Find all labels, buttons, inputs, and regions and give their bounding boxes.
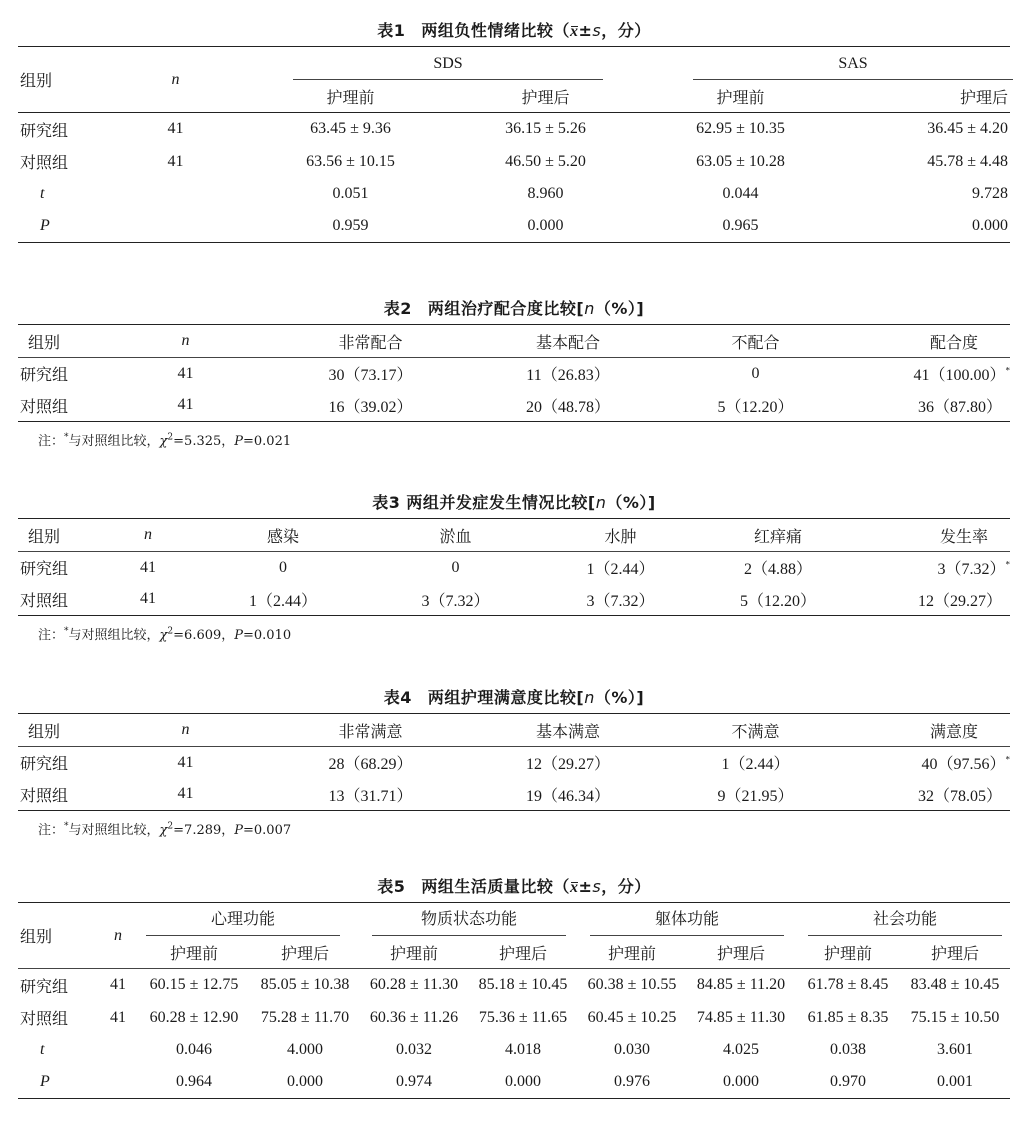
cell: 5（12.20）: [717, 398, 794, 416]
cell: 83.48 ± 10.45: [910, 976, 1000, 994]
cell: 11（26.83）: [526, 367, 610, 385]
cell: 0.959: [332, 217, 369, 235]
table-3-caption: [18, 488, 1010, 518]
cell: 16（39.02）: [328, 398, 413, 416]
header-n: n: [171, 70, 180, 88]
cell: [858, 552, 1010, 584]
mean-symbol: x: [569, 23, 579, 40]
row-n: 41: [177, 396, 194, 414]
header-social-cell: [796, 903, 1010, 937]
cell: 84.85 ± 11.20: [696, 976, 786, 994]
sd-symbol: s: [592, 877, 602, 896]
table-2-title: 两组治疗配合度比较[: [427, 299, 585, 318]
note-p-value: =0.021: [243, 434, 292, 449]
row-group: 研究组: [20, 976, 69, 996]
note-mark: *: [64, 626, 69, 637]
cell: 36.45 ± 4.20: [927, 120, 1008, 138]
cell: 2（4.88）: [743, 561, 812, 579]
table-row: [18, 113, 1010, 146]
row-n: 41: [177, 364, 194, 382]
cell: 62.95 ± 10.35: [696, 120, 785, 138]
row-stat-t: t: [40, 1041, 45, 1058]
table-5-caption: [18, 872, 1010, 902]
cell: 0.001: [937, 1073, 973, 1091]
cell: 75.36 ± 11.65: [478, 1008, 568, 1026]
table-1-title: 两组负性情绪比较（: [421, 21, 570, 40]
cell: 61.85 ± 8.35: [807, 1008, 889, 1026]
note-p-value: =0.010: [243, 628, 292, 643]
cell: 3（7.32）: [421, 592, 490, 610]
table-3-note: [38, 624, 1010, 643]
sd-symbol: s: [592, 21, 602, 40]
header-n: n: [181, 332, 190, 349]
header-before: 护理前: [389, 943, 438, 963]
p-symbol: P: [234, 434, 244, 449]
cell: 0.000: [527, 217, 564, 235]
p-symbol: P: [234, 628, 244, 643]
significance-mark: *: [1005, 365, 1010, 376]
header-group: 组别: [28, 526, 61, 546]
cell: 0.046: [176, 1041, 212, 1058]
header-sds-before: 护理前: [326, 87, 375, 107]
row-stat-p: P: [40, 1073, 50, 1091]
table-row: [18, 969, 1010, 1002]
cell: 1（2.44）: [586, 561, 655, 579]
chi-symbol: χ: [159, 628, 168, 643]
cell: 0.051: [332, 185, 369, 202]
table-5-title-tail: ，分）: [601, 877, 651, 896]
cell: 5（12.20）: [739, 592, 816, 610]
table-2-grid: [18, 324, 1010, 422]
header-psych: 心理功能: [146, 903, 340, 936]
table-4: [18, 683, 1010, 838]
header-sas-before: 护理前: [716, 87, 765, 107]
header-before: 护理前: [169, 943, 218, 963]
header-sds: SDS: [293, 48, 603, 80]
table-4-title: 两组护理满意度比较[: [427, 688, 585, 707]
pm-symbol: ±: [578, 877, 593, 896]
table-4-number: 表4: [383, 688, 412, 707]
n-symbol: n: [584, 299, 595, 318]
header-cell: 发生率: [939, 526, 988, 546]
chi-exponent: 2: [167, 821, 174, 832]
note-mark: *: [64, 821, 69, 832]
row-n: 41: [177, 785, 194, 803]
row-n: 41: [140, 558, 156, 576]
cell: 60.36 ± 11.26: [369, 1008, 459, 1026]
cell: 85.18 ± 10.45: [478, 976, 568, 994]
row-n: 41: [167, 120, 184, 138]
note-prefix: 注：: [38, 823, 65, 838]
cell: 0: [751, 364, 760, 382]
p-symbol: P: [234, 823, 244, 838]
table-4-title-tail: （%）]: [594, 688, 645, 707]
table-header-row: [18, 903, 1010, 937]
table-subheader-row: [18, 937, 1010, 969]
row-n: 41: [110, 1008, 126, 1026]
note-text: 与对照组比较，: [68, 434, 160, 449]
cell: 0.000: [972, 217, 1008, 235]
cell: 12（29.27）: [525, 756, 610, 774]
row-group: 对照组: [20, 590, 69, 610]
table-3-title: 两组并发症发生情况比较[: [406, 493, 596, 512]
cell: 0.030: [614, 1041, 650, 1058]
cell: 75.15 ± 10.50: [910, 1008, 1000, 1026]
header-group: 组别: [20, 71, 53, 90]
note-text: 与对照组比较，: [68, 823, 160, 838]
header-after: 护理后: [498, 943, 547, 963]
header-n: n: [144, 526, 152, 543]
row-stat-t: t: [40, 185, 45, 202]
cell: 1（2.44）: [721, 756, 790, 774]
row-n: 41: [140, 590, 156, 608]
note-text: 与对照组比较，: [68, 628, 160, 643]
table-5-title: 两组生活质量比较（: [421, 877, 570, 896]
cell: 74.85 ± 11.30: [696, 1008, 786, 1026]
cell: 63.56 ± 10.15: [306, 152, 395, 170]
cell: 20（48.78）: [525, 398, 610, 416]
header-after: 护理后: [930, 943, 979, 963]
cell: 63.05 ± 10.28: [696, 152, 785, 170]
chi-symbol: χ: [159, 434, 168, 449]
header-after: 护理后: [716, 943, 765, 963]
table-4-caption: [18, 683, 1010, 713]
table-2: [18, 294, 1010, 449]
cell: 0: [279, 558, 287, 576]
note-stat: =6.609，: [173, 628, 235, 643]
header-cell: 基本满意: [535, 721, 600, 741]
cell-value: 3（7.32）: [937, 561, 1006, 579]
pm-symbol: ±: [578, 21, 593, 40]
table-5-grid: [18, 902, 1010, 1099]
table-row: [18, 358, 1010, 390]
header-n: n: [181, 721, 190, 738]
row-n: [98, 211, 253, 243]
row-group: 研究组: [20, 754, 69, 774]
table-1-title-tail: ，分）: [601, 21, 651, 40]
table-5: [18, 872, 1010, 1099]
header-cell: 水肿: [604, 526, 637, 546]
table-header-row: [18, 47, 1010, 81]
row-group: 研究组: [20, 120, 69, 140]
table-1-number: 表1: [377, 21, 406, 40]
header-sds-after: 护理后: [521, 87, 570, 107]
table-row: [18, 747, 1010, 779]
n-symbol: n: [595, 493, 607, 512]
table-row: [18, 1002, 1010, 1034]
header-cell: 淤血: [439, 526, 472, 546]
note-p-value: =0.007: [243, 823, 292, 838]
cell: 32（78.05）: [917, 787, 1002, 805]
table-row: [18, 1067, 1010, 1099]
row-group: 对照组: [20, 153, 69, 172]
row-group: 对照组: [20, 396, 69, 416]
header-cell: 感染: [266, 526, 299, 546]
header-group: 组别: [28, 332, 61, 352]
table-row: [18, 146, 1010, 178]
header-n: n: [114, 926, 122, 944]
cell: 4.025: [723, 1041, 759, 1058]
cell: 0.964: [176, 1073, 212, 1091]
header-sas: SAS: [693, 48, 1013, 80]
cell: 13（31.71）: [328, 787, 413, 805]
cell: 30（73.17）: [328, 367, 413, 385]
cell: 3.601: [937, 1041, 973, 1058]
table-row: [18, 779, 1010, 811]
table-row: [18, 1034, 1010, 1067]
table-header-row: [18, 714, 1010, 747]
header-cell: 非常满意: [338, 721, 403, 741]
table-4-note: [38, 819, 1010, 838]
cell: 19（46.34）: [525, 787, 610, 805]
note-mark: *: [64, 432, 69, 443]
cell: 46.50 ± 5.20: [505, 152, 586, 170]
header-material-cell: [360, 903, 578, 937]
cell: 0.974: [396, 1073, 432, 1091]
cell: 60.15 ± 12.75: [149, 976, 239, 994]
cell: 60.28 ± 11.30: [369, 976, 459, 994]
cell: 0.038: [830, 1041, 866, 1058]
table-header-row: [18, 519, 1010, 552]
row-n: 41: [177, 753, 194, 771]
cell: 60.38 ± 10.55: [587, 976, 677, 994]
row-n: 41: [167, 152, 184, 170]
significance-mark: *: [1005, 754, 1010, 765]
cell: 61.78 ± 8.45: [807, 976, 889, 994]
cell: [843, 358, 1010, 390]
header-cell: 配合度: [929, 332, 978, 352]
header-cell: 红痒痛: [753, 526, 802, 546]
cell: 0.965: [722, 217, 759, 235]
chi-exponent: 2: [167, 432, 174, 443]
cell: 0: [451, 558, 460, 576]
cell-value: 41（100.00）: [913, 367, 1006, 385]
table-row: [18, 211, 1010, 243]
table-3-title-tail: （%）]: [606, 493, 656, 512]
row-n: [98, 1034, 138, 1067]
cell: 0.000: [287, 1073, 323, 1091]
table-2-note: [38, 430, 1010, 449]
cell: 9（21.95）: [717, 787, 794, 805]
cell: 63.45 ± 9.36: [310, 120, 391, 138]
row-stat-p: P: [40, 217, 50, 235]
cell: 0.000: [723, 1073, 759, 1091]
cell: 0.044: [722, 185, 759, 202]
row-n: [98, 178, 253, 211]
header-cell: 非常配合: [338, 332, 403, 352]
header-before: 护理前: [607, 943, 656, 963]
row-group: 对照组: [20, 1009, 69, 1028]
table-row: [18, 178, 1010, 211]
mean-symbol: x: [569, 879, 579, 896]
header-material: 物质状态功能: [372, 903, 566, 936]
cell: 36.15 ± 5.26: [505, 120, 586, 138]
cell: 85.05 ± 10.38: [260, 976, 350, 994]
header-cell: 不配合: [731, 332, 780, 352]
cell: 4.000: [287, 1041, 323, 1058]
header-cell: 不满意: [731, 721, 780, 741]
note-stat: =5.325，: [173, 434, 235, 449]
cell: 28（68.29）: [328, 756, 413, 774]
row-group: 研究组: [20, 559, 69, 579]
table-2-number: 表2: [383, 299, 412, 318]
note-prefix: 注：: [38, 628, 65, 643]
cell: 0.970: [830, 1073, 866, 1091]
table-3-grid: [18, 518, 1010, 616]
header-physical: 躯体功能: [590, 903, 784, 936]
table-2-title-tail: （%）]: [594, 299, 645, 318]
table-3-number: 表3: [372, 493, 401, 512]
cell: 1（2.44）: [248, 592, 317, 610]
chi-symbol: χ: [159, 823, 168, 838]
header-psych-cell: [138, 903, 360, 937]
row-group: 对照组: [20, 785, 69, 805]
table-2-caption: [18, 294, 1010, 324]
cell: 9.728: [972, 185, 1008, 202]
note-stat: =7.289，: [173, 823, 235, 838]
header-group: 组别: [20, 927, 53, 946]
row-n: [98, 1067, 138, 1099]
table-5-number: 表5: [377, 877, 406, 896]
header-after: 护理后: [280, 943, 329, 963]
table-3: [18, 488, 1010, 643]
table-4-grid: [18, 713, 1010, 811]
table-1-caption: [18, 16, 1010, 46]
cell-value: 40（97.56）: [921, 756, 1006, 774]
header-cell: 满意度: [929, 721, 978, 741]
cell: 4.018: [505, 1041, 541, 1058]
cell: 3（7.32）: [586, 592, 655, 610]
cell: 0.032: [396, 1041, 432, 1058]
header-cell: 基本配合: [535, 332, 600, 352]
cell: 36（87.80）: [917, 398, 1002, 416]
table-header-row: [18, 325, 1010, 358]
cell: 75.28 ± 11.70: [260, 1008, 350, 1026]
cell: [843, 747, 1010, 779]
table-1-grid: [18, 46, 1010, 243]
header-before: 护理前: [823, 943, 872, 963]
cell: 60.28 ± 12.90: [149, 1008, 239, 1026]
row-group: 研究组: [20, 365, 69, 385]
note-prefix: 注：: [38, 434, 65, 449]
significance-mark: *: [1005, 559, 1010, 570]
table-row: [18, 390, 1010, 422]
header-group: 组别: [28, 721, 61, 741]
table-row: [18, 552, 1010, 584]
table-row: [18, 584, 1010, 616]
cell: 60.45 ± 10.25: [587, 1008, 677, 1026]
cell: 0.976: [614, 1073, 650, 1091]
header-sas-cell: [643, 47, 1010, 81]
table-1: [18, 16, 1010, 243]
cell: 8.960: [527, 185, 564, 202]
cell: 45.78 ± 4.48: [927, 152, 1008, 170]
cell: 0.000: [505, 1073, 541, 1091]
cell: 12（29.27）: [917, 592, 1002, 610]
chi-exponent: 2: [167, 626, 174, 637]
row-n: 41: [110, 976, 126, 994]
header-sas-after: 护理后: [959, 87, 1008, 107]
n-symbol: n: [584, 688, 595, 707]
header-social: 社会功能: [808, 903, 1002, 936]
header-physical-cell: [578, 903, 796, 937]
header-sds-cell: [253, 47, 643, 81]
